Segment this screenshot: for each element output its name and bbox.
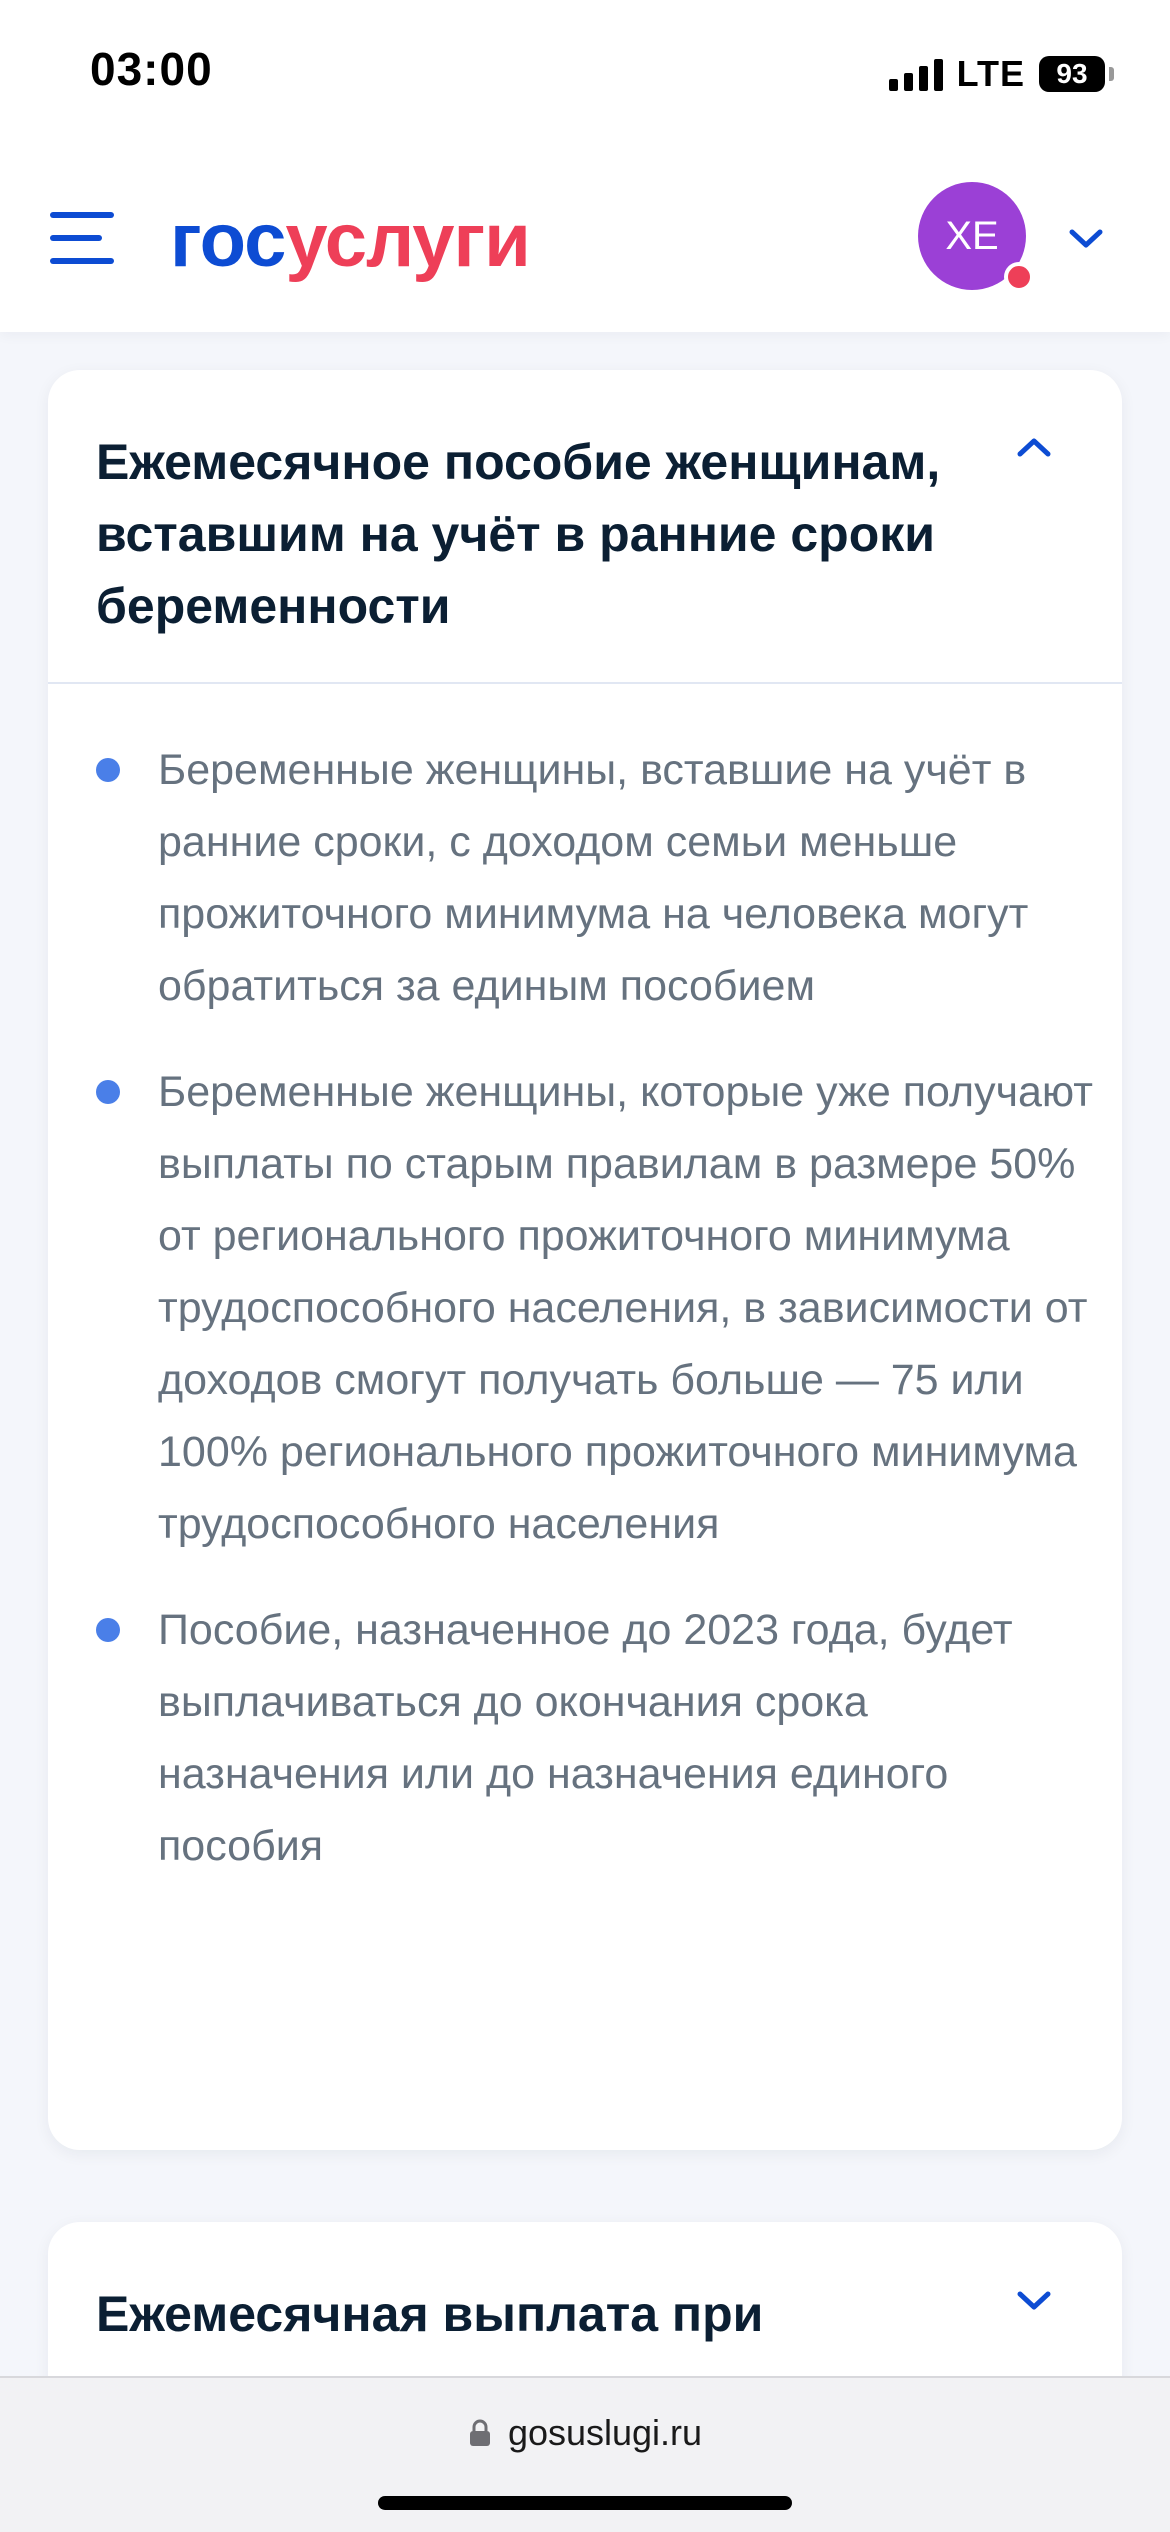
network-type: LTE	[956, 53, 1025, 94]
list-item	[96, 734, 1096, 1022]
list-item	[96, 1056, 1096, 1560]
avatar-initials: ХЕ	[945, 213, 999, 258]
list-item-text: Беременные женщины, вставшие на учёт в ранние сроки, с доходом семьи меньше прожиточного минимума на человека могут обратиться за единым пособием	[158, 746, 1029, 1010]
chevron-down-icon[interactable]	[1066, 224, 1106, 252]
bullet-list	[96, 734, 1096, 1916]
accordion-title[interactable]: Ежемесячное пособие женщинам, вставшим на учёт в ранние сроки беременности	[96, 434, 941, 634]
accordion-title[interactable]: Ежемесячная выплата при	[96, 2286, 764, 2342]
menu-icon[interactable]	[50, 212, 114, 264]
lock-icon	[468, 2419, 492, 2447]
app-header	[0, 140, 1170, 332]
notification-dot	[1004, 262, 1034, 292]
chevron-up-icon[interactable]	[1014, 434, 1054, 462]
list-item-text: Пособие, назначенное до 2023 года, будет выплачиваться до окончания срока назначения или до назначения единого пособия	[158, 1606, 1013, 1870]
bullet-icon	[96, 758, 120, 782]
logo-part-uslugi: услуги	[285, 198, 530, 283]
url-text: gosuslugi.ru	[507, 2412, 703, 2453]
status-indicators	[889, 52, 1114, 96]
status-bar	[0, 0, 1170, 140]
accordion-card-early-pregnancy	[48, 370, 1122, 2150]
logo-part-gos: гос	[170, 198, 286, 283]
battery-level: 93	[1056, 58, 1088, 89]
list-item	[96, 1594, 1096, 1882]
battery-tip	[1109, 67, 1114, 81]
bullet-icon	[96, 1080, 120, 1104]
bullet-icon	[96, 1618, 120, 1642]
divider	[48, 682, 1122, 684]
home-indicator[interactable]	[378, 2496, 792, 2510]
url-display[interactable]	[0, 2412, 1170, 2454]
chevron-down-icon[interactable]	[1014, 2286, 1054, 2314]
browser-address-bar[interactable]	[0, 2376, 1170, 2532]
gosuslugi-logo[interactable]	[170, 196, 530, 286]
list-item-text: Беременные женщины, которые уже получают выплаты по старым правилам в размере 50% от регионального прожиточного минимума трудоспособного населения, в зависимости от доходов смогут получать больше — 75 или 100% регионального прожиточного минимума трудоспособного населения	[158, 1068, 1093, 1548]
status-time: 03:00	[90, 43, 213, 95]
signal-icon	[889, 57, 943, 91]
battery-icon	[1039, 56, 1105, 92]
